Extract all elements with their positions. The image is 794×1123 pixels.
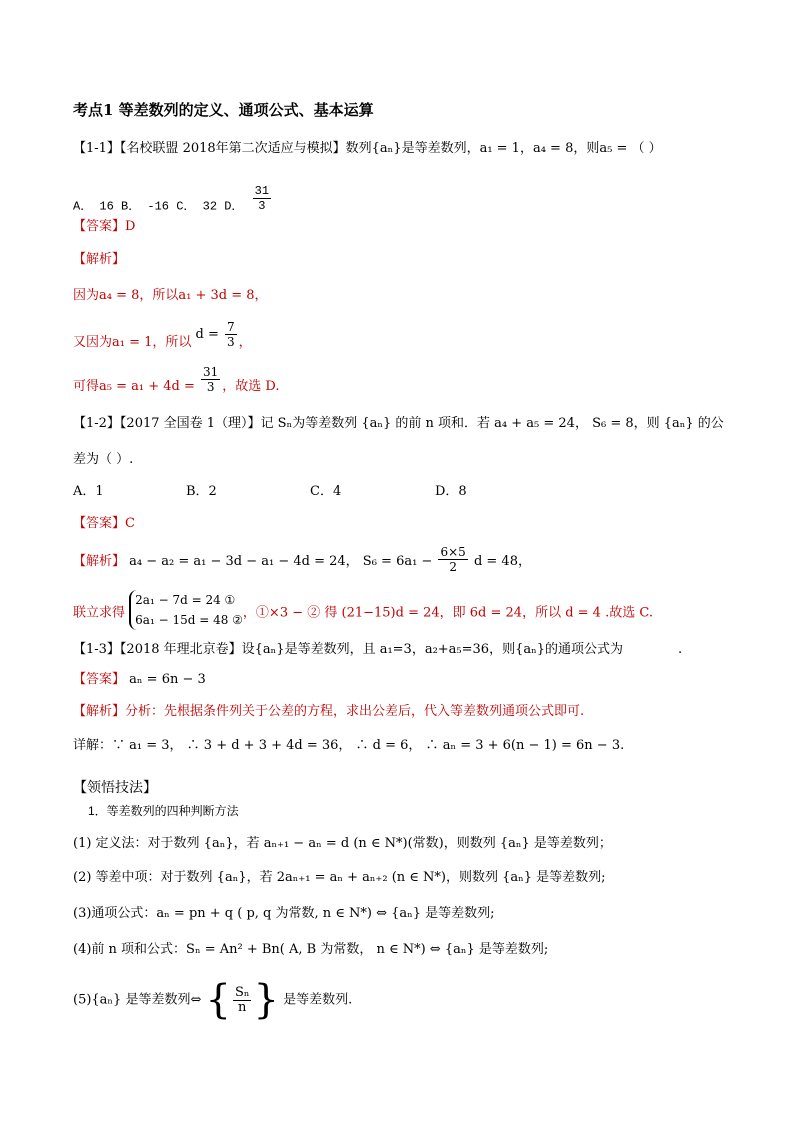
- option-d-fraction: [253, 184, 271, 213]
- analysis-1-1-step1: 因为a₄ = 8，所以a₁ + 3d = 8，: [73, 288, 268, 303]
- question-1-2-line2: 差为（ ）.: [73, 452, 134, 467]
- step-lhs: d =: [195, 327, 219, 342]
- equation-1: 2a₁ − 7d = 24 ①: [135, 593, 236, 607]
- question-1-3: [73, 641, 623, 659]
- analysis-formula-end: d = 48，: [473, 554, 531, 569]
- step-conclusion: ，故选 D.: [222, 379, 280, 394]
- analysis-formula: a₄ − a₂ = a₁ − 3d − a₁ − 4d = 24， S₆ = 6a₁ −: [129, 554, 433, 569]
- options-text: A． 16 B． -16 C． 32 D．: [73, 199, 244, 214]
- option-a: A．1: [73, 484, 104, 499]
- question-1-1-options: [73, 184, 273, 221]
- method-5-fraction: [233, 986, 252, 1015]
- answer-label: 【答案】: [73, 516, 126, 531]
- method-subtitle: 1．等差数列的四种判断方法: [88, 804, 239, 818]
- fraction-denominator: 2: [449, 560, 457, 574]
- fraction-numerator: 31: [254, 184, 270, 198]
- detail-1-3: 详解：∵ a₁ = 3， ∴ 3 + d + 3 + 4d = 36， ∴ d = 6， ∴ aₙ = 3 + 6(n − 1) = 6n − 3.: [73, 738, 625, 753]
- answer-1-3: [73, 671, 206, 689]
- answer-value: D: [125, 219, 136, 234]
- analysis-1-1-step2: [73, 320, 252, 357]
- analysis-1-3: [73, 703, 584, 721]
- question-1-1: 【1-1】【名校联盟 2018年第二次适应与模拟】数列{aₙ}是等差数列，a₁ = 1，a₄ = 8，则a₅ = （ ）: [73, 141, 662, 156]
- step-punct: ，: [238, 335, 252, 350]
- system-conclusion: ，①×3 − ② 得 (21−15)d = 24，即 6d = 24，所以 d = 4 .故选 C.: [242, 605, 653, 621]
- option-c: C．4: [310, 484, 342, 499]
- question-1-3-blank-end: .: [678, 642, 683, 657]
- equation-2: 6a₁ − 15d = 48 ②: [135, 613, 243, 627]
- analysis-1-2: [73, 547, 531, 576]
- analysis-1-1-step3: [73, 365, 280, 401]
- fraction-denominator: 3: [227, 335, 235, 349]
- left-brace: {: [205, 977, 231, 1023]
- analysis-text: 分析：先根据条件列关于公差的方程，求出公差后，代入等差数列通项公式即可.: [125, 704, 585, 719]
- step3-fraction: [201, 365, 220, 394]
- answer-label: 【答案】: [73, 672, 126, 687]
- answer-value: aₙ = 6n − 3: [129, 672, 206, 687]
- fraction-numerator: 31: [203, 365, 219, 379]
- step-text: 可得a₅ = a₁ + 4d =: [73, 379, 195, 394]
- right-brace: }: [253, 977, 279, 1023]
- analysis-fraction: [438, 545, 467, 574]
- analysis-label: 【解析】: [73, 554, 126, 569]
- question-1-2-line1: 【1-2】【2017 全国卷 1（理）】记 Sₙ为等差数列 {aₙ} 的前 n 项和．若 a₄ + a₅ = 24， S₆ = 8，则 {aₙ} 的公: [73, 416, 724, 431]
- analysis-label: 【解析】: [73, 704, 126, 719]
- fraction-denominator: 3: [206, 380, 215, 394]
- fraction-numerator: 7: [227, 320, 235, 334]
- answer-label: 【答案】: [73, 219, 126, 234]
- step-text: 又因为a₁ = 1，所以: [73, 335, 192, 350]
- option-b: B．2: [186, 484, 217, 499]
- option-d: D．8: [435, 484, 467, 499]
- method-4: (4)前 n 项和公式：Sₙ = An² + Bn( A, B 为常数， n ∈ N*) ⇔ {aₙ} 是等差数列;: [73, 942, 549, 957]
- equation-system: [129, 590, 243, 630]
- question-text: 【1-3】【2018 年理北京卷】设{aₙ}是等差数列，且 a₁=3，a₂+a₅=36，则{aₙ}的通项公式为: [73, 642, 623, 657]
- analysis-label-1-1: 【解析】: [73, 252, 126, 267]
- method-3: (3)通项公式：aₙ = pn + q ( p, q 为常数, n ∈ N*) ⇔ {aₙ} 是等差数列;: [73, 906, 495, 921]
- method-1: (1) 定义法：对于数列 {aₙ}，若 aₙ₊₁ − aₙ = d (n ∈ N*)(常数)，则数列 {aₙ} 是等差数列；: [73, 836, 612, 851]
- answer-value: C: [125, 516, 135, 531]
- analysis-1-2-system: [73, 593, 653, 633]
- fraction-numerator: Sₙ: [234, 984, 250, 1000]
- method-2: (2) 等差中项：对于数列 {aₙ}，若 2aₙ₊₁ = aₙ + aₙ₊₂ (n ∈ N*)，则数列 {aₙ} 是等差数列;: [73, 870, 606, 885]
- method-title: 【领悟技法】: [73, 779, 157, 795]
- method-5-end: 是等差数列.: [283, 992, 353, 1008]
- method-5-text: (5){aₙ} 是等差数列⇔: [73, 992, 202, 1008]
- fraction-denominator: n: [238, 999, 247, 1015]
- answer-1-2: [73, 515, 135, 533]
- method-5: [73, 977, 353, 1023]
- fraction-denominator: 3: [258, 199, 266, 213]
- fraction-numerator: 6×5: [440, 545, 466, 559]
- section-title: 考点1 等差数列的定义、通项公式、基本运算: [73, 101, 374, 119]
- answer-1-1: [73, 218, 135, 236]
- combine-label: 联立求得: [73, 605, 126, 621]
- step2-fraction: [225, 320, 237, 349]
